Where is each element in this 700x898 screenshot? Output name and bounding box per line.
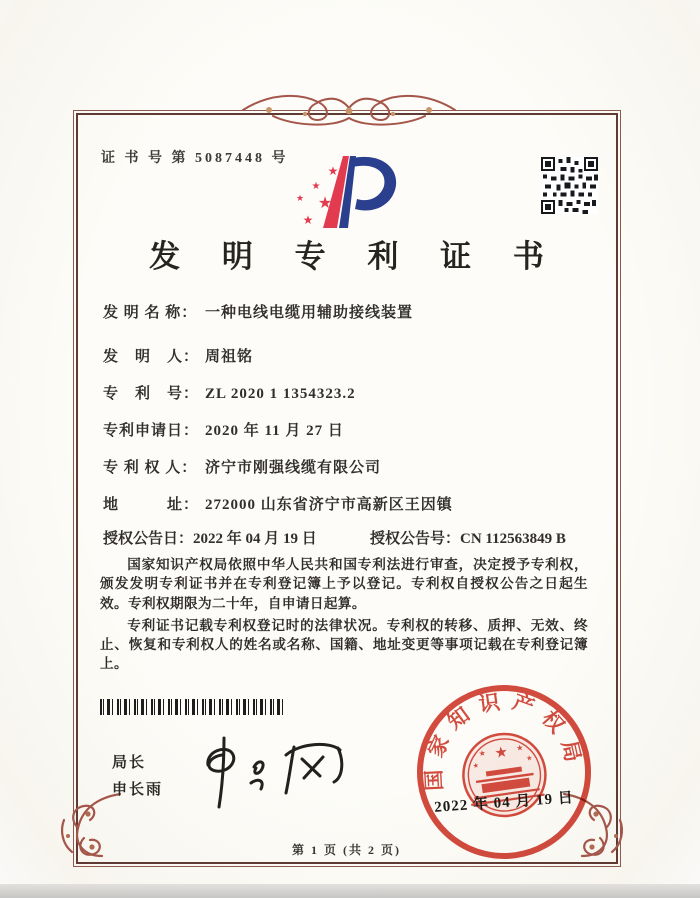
handwritten-signature-icon xyxy=(190,733,360,815)
grant-number xyxy=(370,528,566,550)
officer-title: 局长 xyxy=(112,755,147,771)
field-label: 发 明 名 称： xyxy=(103,305,198,321)
certificate-fields xyxy=(103,302,585,531)
field-patentee xyxy=(103,457,585,479)
svg-text:★: ★ xyxy=(317,193,333,212)
officer-block xyxy=(112,750,163,804)
field-invention-name xyxy=(103,302,585,324)
grant-number-value: CN 112563849 B xyxy=(460,531,566,547)
svg-text:★: ★ xyxy=(311,181,321,192)
certificate-title: 发 明 专 利 证 书 xyxy=(149,239,561,274)
grant-row xyxy=(103,528,585,550)
grant-number-label: 授权公告号： xyxy=(370,531,461,547)
field-inventor xyxy=(103,346,585,368)
seal-graphic-icon xyxy=(413,681,595,863)
field-label: 专 利 权 人： xyxy=(103,460,198,476)
svg-text:★: ★ xyxy=(302,213,314,227)
field-value: ZL 2020 1 1354323.2 xyxy=(205,386,356,402)
svg-text:★: ★ xyxy=(515,743,525,754)
field-value: 济宁市刚强线缆有限公司 xyxy=(205,460,382,476)
legal-paragraph-1: 国家知识产权局依照中华人民共和国专利法进行审查，决定授予专利权，颁发发明专利证书并在专利登记簿上予以登记。专利权自授权公告之日起生效。专利权期限为二十年，自申请日起算。 xyxy=(100,557,588,611)
field-patent-number xyxy=(103,383,585,405)
legal-text xyxy=(100,555,588,677)
field-address xyxy=(103,494,585,516)
svg-text:★: ★ xyxy=(295,194,305,204)
qr-code-icon xyxy=(541,157,598,214)
svg-text:★: ★ xyxy=(327,164,339,178)
field-label: 地 址： xyxy=(103,497,200,513)
grant-date-value: 2022 年 04 月 19 日 xyxy=(193,531,317,547)
grant-date-label: 授权公告日： xyxy=(103,531,194,547)
field-label: 发 明 人： xyxy=(103,349,200,365)
field-application-date xyxy=(103,420,585,442)
field-label: 专 利 号： xyxy=(103,386,200,402)
certificate-number: 证 书 号 第 5087448 号 xyxy=(101,151,289,166)
grant-date xyxy=(103,528,370,550)
cnipa-logo-icon xyxy=(283,146,419,240)
svg-text:★: ★ xyxy=(525,753,534,763)
svg-text:★: ★ xyxy=(478,748,487,759)
field-value: 一种电线电缆用辅助接线装置 xyxy=(205,305,414,321)
field-value: 周祖铭 xyxy=(205,349,254,365)
field-label: 专利申请日： xyxy=(103,423,200,439)
page-footer: 第 1 页 (共 2 页) xyxy=(292,843,401,857)
field-value: 272000 山东省济宁市高新区王因镇 xyxy=(205,497,453,513)
svg-text:★: ★ xyxy=(472,761,480,771)
seal-date: 2022 年 04 月 19 日 xyxy=(433,790,575,816)
officer-name: 申长雨 xyxy=(112,782,164,798)
field-value: 2020 年 11 月 27 日 xyxy=(205,423,344,439)
legal-paragraph-2: 专利证书记载专利权登记时的法律状况。专利权的转移、质押、无效、终止、恢复和专利权人的姓名或名称、国籍、地址变更等事项记载在专利登记簿上。 xyxy=(100,617,588,672)
seal-org-text: 国家知识产权局 xyxy=(421,688,588,792)
svg-text:★: ★ xyxy=(493,742,510,763)
top-border-flourish-icon xyxy=(213,88,485,132)
official-seal xyxy=(413,681,595,863)
barcode xyxy=(100,699,284,715)
